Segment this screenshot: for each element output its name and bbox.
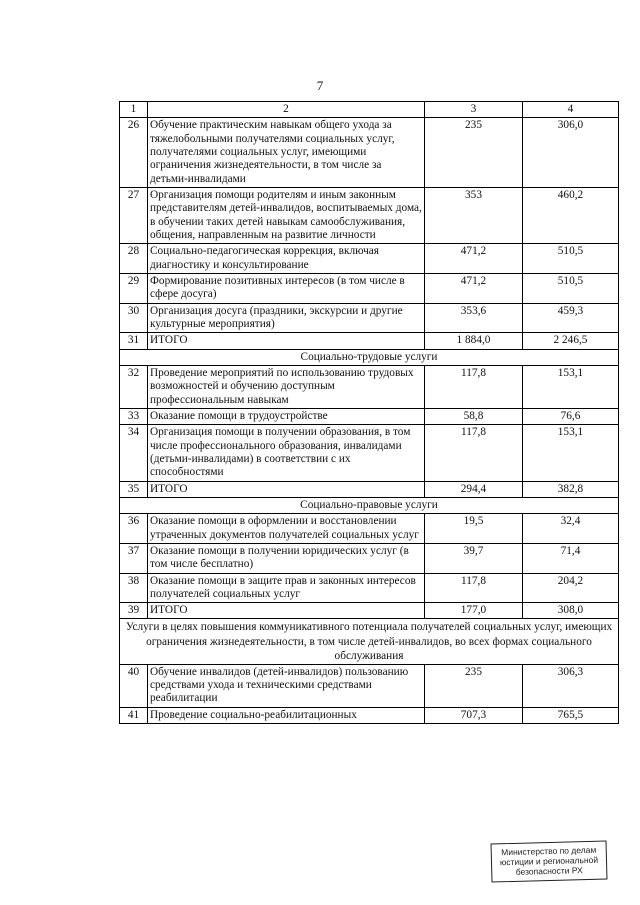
table-row	[120, 333, 619, 349]
row-description: Оказание помощи в получении юридических услуг (в том числе бесплатно)	[148, 543, 425, 573]
row-description: Формирование позитивных интересов (в том числе в сфере досуга)	[148, 273, 425, 303]
row-value-col3: 58,8	[425, 408, 523, 424]
stamp-line: безопасности РХ	[515, 865, 583, 878]
table-header-row	[120, 102, 619, 118]
stamp-line: юстиции и региональной	[499, 854, 599, 868]
row-description: ИТОГО	[148, 333, 425, 349]
table-row	[120, 543, 619, 573]
row-number: 36	[120, 514, 148, 544]
section-title: Социально-трудовые услуги	[120, 349, 619, 365]
row-description: Проведение социально-реабилитационных	[148, 707, 425, 723]
row-number: 34	[120, 425, 148, 481]
row-value-col4: 460,2	[523, 187, 619, 243]
row-value-col3: 235	[425, 664, 523, 707]
row-value-col3: 39,7	[425, 543, 523, 573]
table-row	[120, 707, 619, 723]
row-value-col3: 294,4	[425, 481, 523, 497]
row-description: Проведение мероприятий по использованию трудовых возможностей и обучению доступным профессиональным навыкам	[148, 365, 425, 408]
row-value-col4: 32,4	[523, 514, 619, 544]
row-value-col3: 235	[425, 118, 523, 188]
stamp-line: Министерство по делам	[501, 844, 597, 858]
row-number: 40	[120, 664, 148, 707]
row-description: Социально-педагогическая коррекция, включая диагностику и консультирование	[148, 244, 425, 274]
row-number: 29	[120, 273, 148, 303]
table-row	[120, 481, 619, 497]
ministry-stamp	[491, 840, 608, 882]
table-row	[120, 573, 619, 603]
row-description: ИТОГО	[148, 481, 425, 497]
table-row	[120, 273, 619, 303]
header-col-3: 3	[425, 102, 523, 118]
row-value-col4: 204,2	[523, 573, 619, 603]
row-number: 41	[120, 707, 148, 723]
row-number: 31	[120, 333, 148, 349]
row-number: 37	[120, 543, 148, 573]
row-value-col4: 306,0	[523, 118, 619, 188]
row-value-col4: 510,5	[523, 273, 619, 303]
section-header-row	[120, 497, 619, 513]
row-value-col4: 71,4	[523, 543, 619, 573]
row-value-col3: 117,8	[425, 365, 523, 408]
services-table	[119, 101, 619, 724]
table-row	[120, 664, 619, 707]
row-number: 38	[120, 573, 148, 603]
row-value-col3: 471,2	[425, 273, 523, 303]
row-number: 35	[120, 481, 148, 497]
header-col-2: 2	[148, 102, 425, 118]
row-value-col3: 353,6	[425, 303, 523, 333]
section-title: Услуги в целях повышения коммуникативного потенциала получателей социальных услуг, имеющих ограничения жизнедеятельности, в том числе детей-инвалидов, во всех формах социального обслуживания	[120, 619, 619, 664]
row-value-col3: 471,2	[425, 244, 523, 274]
row-value-col4: 765,5	[523, 707, 619, 723]
row-number: 26	[120, 118, 148, 188]
row-description: Оказание помощи в защите прав и законных интересов получателей социальных услуг	[148, 573, 425, 603]
row-number: 30	[120, 303, 148, 333]
row-description: Обучение инвалидов (детей-инвалидов) пользованию средствами ухода и техническими средствами реабилитации	[148, 664, 425, 707]
table-row	[120, 603, 619, 619]
row-description: ИТОГО	[148, 603, 425, 619]
table-row	[120, 303, 619, 333]
row-value-col3: 19,5	[425, 514, 523, 544]
row-value-col3: 353	[425, 187, 523, 243]
row-value-col4: 2 246,5	[523, 333, 619, 349]
row-value-col3: 707,3	[425, 707, 523, 723]
header-col-1: 1	[120, 102, 148, 118]
row-value-col4: 153,1	[523, 425, 619, 481]
row-description: Оказание помощи в оформлении и восстановлении утраченных документов получателей социальных услуг	[148, 514, 425, 544]
table-row	[120, 408, 619, 424]
section-header-row	[120, 619, 619, 664]
row-description: Организация помощи в получении образования, в том числе профессионального образования, инвалидами (детьми-инвалидами) в соответствии с их способностями	[148, 425, 425, 481]
table-row	[120, 425, 619, 481]
row-value-col4: 153,1	[523, 365, 619, 408]
row-value-col4: 382,8	[523, 481, 619, 497]
row-number: 32	[120, 365, 148, 408]
row-description: Оказание помощи в трудоустройстве	[148, 408, 425, 424]
table-row	[120, 187, 619, 243]
row-value-col3: 1 884,0	[425, 333, 523, 349]
row-number: 27	[120, 187, 148, 243]
row-description: Обучение практическим навыкам общего ухода за тяжелобольными получателями социальных услуг, получателями социальных услуг, имеющими ограничения жизнедеятельности, в том числе за детьми-инвалидами	[148, 118, 425, 188]
row-description: Организация досуга (праздники, экскурсии и другие культурные мероприятия)	[148, 303, 425, 333]
row-number: 28	[120, 244, 148, 274]
section-header-row	[120, 349, 619, 365]
table-body	[120, 118, 619, 724]
page-number: 7	[316, 78, 324, 93]
header-col-4: 4	[523, 102, 619, 118]
row-number: 39	[120, 603, 148, 619]
row-value-col4: 306,3	[523, 664, 619, 707]
table-row	[120, 118, 619, 188]
row-value-col4: 308,0	[523, 603, 619, 619]
row-description: Организация помощи родителям и иным законным представителям детей-инвалидов, воспитываемых дома, в обучении таких детей навыкам самообслуживания, общения, направленным на развитие личности	[148, 187, 425, 243]
table-row	[120, 514, 619, 544]
row-number: 33	[120, 408, 148, 424]
row-value-col4: 76,6	[523, 408, 619, 424]
row-value-col3: 117,8	[425, 425, 523, 481]
row-value-col3: 177,0	[425, 603, 523, 619]
row-value-col4: 510,5	[523, 244, 619, 274]
row-value-col3: 117,8	[425, 573, 523, 603]
section-title: Социально-правовые услуги	[120, 497, 619, 513]
table-row	[120, 244, 619, 274]
table-row	[120, 365, 619, 408]
row-value-col4: 459,3	[523, 303, 619, 333]
